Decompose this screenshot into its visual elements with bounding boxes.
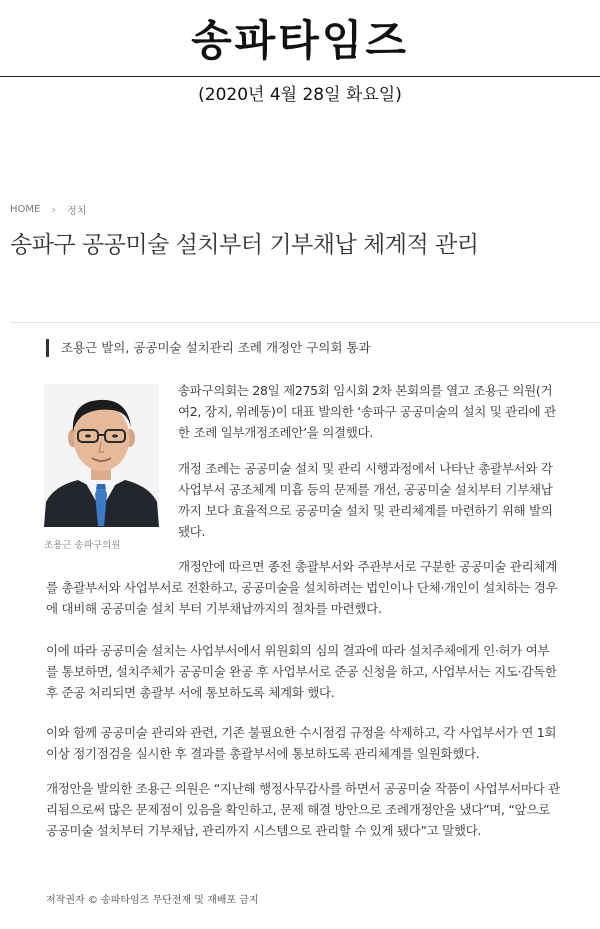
breadcrumb-section[interactable]: 정치 — [67, 206, 87, 217]
councilor-photo — [44, 384, 159, 527]
masthead-rule — [0, 76, 600, 77]
issue-date: (2020년 4월 28일 화요일) — [198, 85, 402, 105]
section-divider — [10, 322, 600, 323]
photo-caption: 조용근 송파구의원 — [44, 540, 121, 551]
newspaper-title[interactable]: 송파타임즈 — [191, 16, 409, 65]
article-paragraph: 개정 조례는 공공미술 설치 및 관리 시행과정에서 나타난 총괄부서와 각 사업부서 공조체계 미흡 등의 문제를 개선, 공공미술 설치부터 기부채납까지 보다 효율적으로 공공미술 설치 및 관리체계를 마련하기 위해 발의됐다. — [178, 461, 553, 539]
copyright-notice: 저작권자 © 송파타임즈 무단전재 및 재배포 금지 — [46, 895, 259, 906]
breadcrumb-home[interactable]: HOME — [10, 204, 41, 215]
article-headline: 송파구 공공미술 설치부터 기부채납 체계적 관리 — [10, 232, 479, 258]
portrait-image — [44, 384, 159, 527]
article-subheadline: 조용근 발의, 공공미술 설치관리 조례 개정안 구의회 통과 — [46, 339, 371, 357]
masthead — [0, 0, 600, 105]
article-paragraph: 이에 따라 공공미술 설치는 사업부서에서 위원회의 심의 결과에 따라 설치주체에게 인·허가 여부를 통보하면, 설치주체가 공공미술 완공 후 사업부서로 준공 신청을 하고, 사업부서는 지도·감독한 후 준공 처리되면 총괄부 서에 통보하도록 체계화 했다. — [46, 643, 557, 700]
chevron-right-icon: › — [51, 203, 56, 216]
article-paragraph: 이와 함께 공공미술 관리와 관련, 기존 불필요한 수시점검 규정을 삭제하고, 각 사업부서가 연 1회 이상 정기점검을 실시한 후 결과를 총괄부서에 통보하도록 관리체계를 일원화했다. — [46, 725, 557, 761]
article-paragraph: 개정안을 발의한 조용근 의원은 “지난해 행정사무감사를 하면서 공공미술 작품이 사업부서마다 관리됨으로써 많은 문제점이 있음을 확인하고, 문제 해결 방안으로 조례개정안을 냈다”며, “앞으로 공공미술 설치부터 기부채납, 관리까지 시스템으로 관리할 수 있게 됐다”고 말했다. — [46, 781, 560, 838]
article-paragraph: 송파구의회는 28일 제275회 임시회 2차 본회의를 열고 조용근 의원(거여2, 장지, 위례동)이 대표 발의한 ‘송파구 공공미술의 설치 및 관리에 관한 조례 일부개정조례안’을 의결했다. — [178, 383, 556, 440]
article-paragraph: 개정안에 따르면 종전 총괄부서와 주관부서로 구분한 공공미술 관리체계를 총괄부서와 사업부서로 전환하고, 공공미술을 설치하려는 법인이나 단체·개인이 설치하는 경우에 대비해 공공미술 설치 부터 기부채납까지의 절차를 마련했다. — [46, 559, 558, 616]
breadcrumb — [10, 202, 86, 217]
